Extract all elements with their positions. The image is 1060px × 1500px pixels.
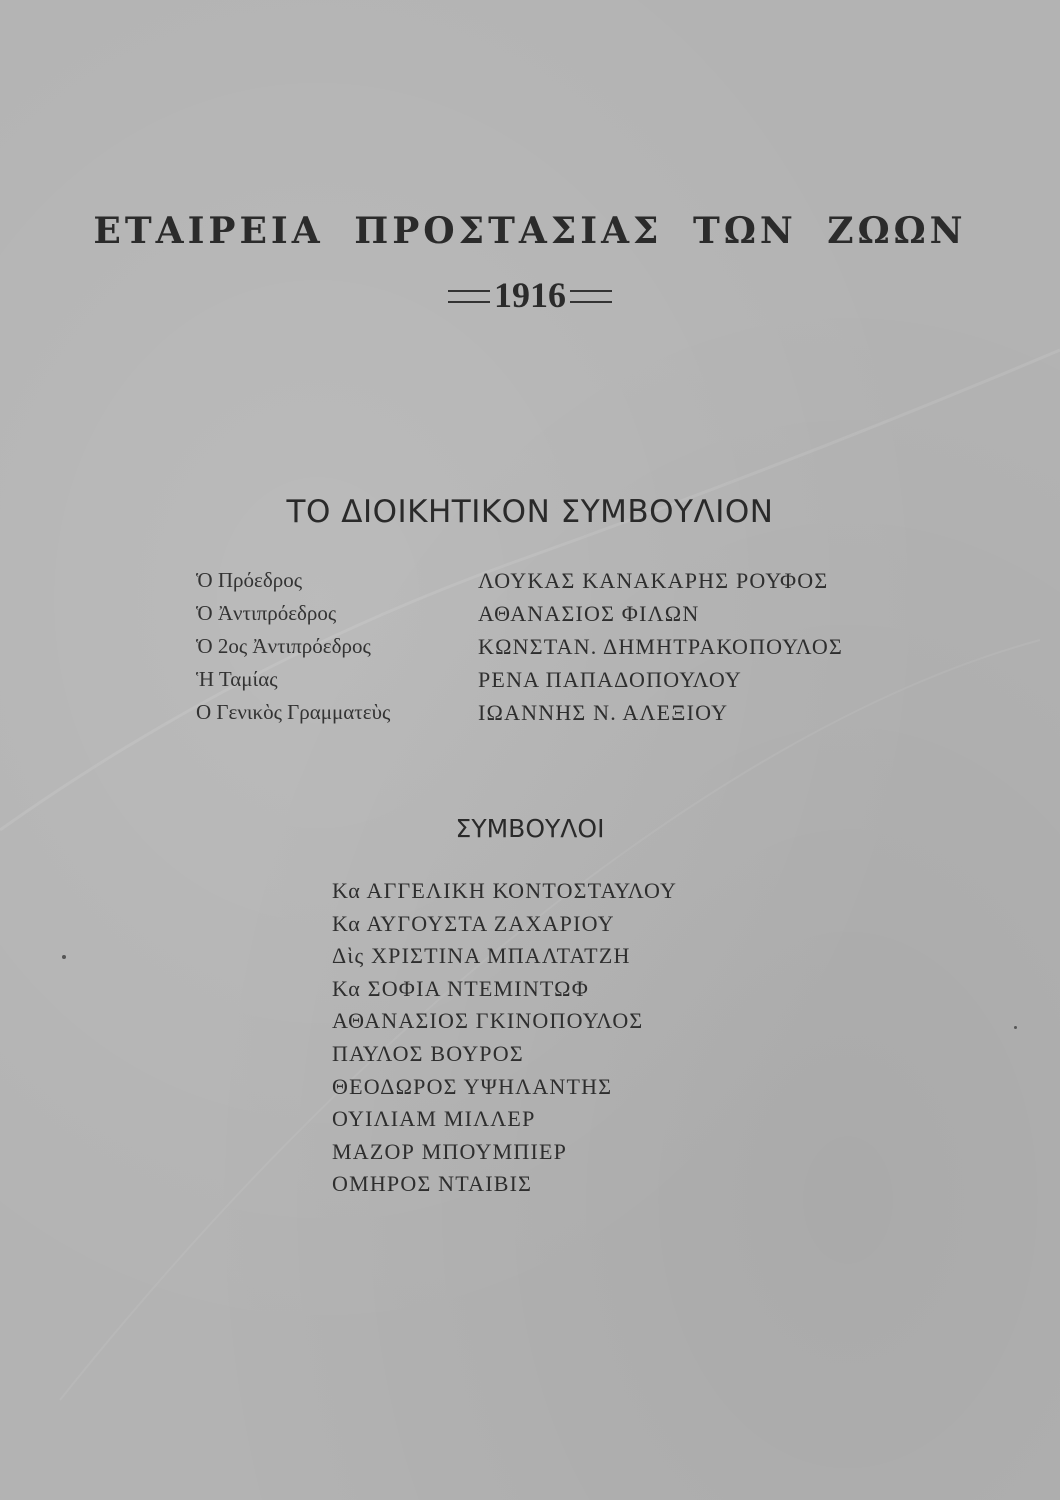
board-row	[196, 601, 956, 634]
councillor-name: Κα ΣΟΦΙΑ ΝΤΕΜΙΝΤΩΦ	[332, 975, 589, 1001]
board-member-name: ΛΟΥΚΑΣ ΚΑΝΑΚΑΡΗΣ ΡΟΥΦΟΣ	[478, 568, 829, 593]
councillor-name: ΘΕΟΔΩΡΟΣ ΥΨΗΛΑΝΤΗΣ	[332, 1073, 613, 1099]
board-role: Ὁ Ἀντιπρόεδρος	[196, 601, 337, 625]
paper-speck	[1014, 1026, 1017, 1029]
board-heading: ΤΟ ΔΙΟΙΚΗΤΙΚΟΝ ΣΥΜΒΟΥΛΙΟΝ	[286, 494, 774, 530]
board-member-name: ΡΕΝΑ ΠΑΠΑΔΟΠΟΥΛΟΥ	[478, 667, 743, 692]
board-member-name: ΚΩΝΣΤΑΝ. ΔΗΜΗΤΡΑΚΟΠΟΥΛΟΣ	[478, 634, 843, 659]
paper-speck	[62, 955, 66, 959]
board-row	[196, 634, 956, 667]
councillor-name: Κα ΑΥΓΟΥΣΤΑ ΖΑΧΑΡΙΟΥ	[332, 910, 615, 936]
councillor-name: ΑΘΑΝΑΣΙΟΣ ΓΚΙΝΟΠΟΥΛΟΣ	[332, 1008, 644, 1034]
councillor-name: ΜΑΖΟΡ ΜΠΟΥΜΠΙΕΡ	[332, 1138, 568, 1164]
board-row	[196, 667, 956, 700]
founding-year	[0, 274, 1060, 316]
councillors-list	[332, 878, 677, 1204]
councillors-heading: ΣΥΜΒΟΥΛΟΙ	[455, 814, 605, 843]
councillor-name: ΠΑΥΛΟΣ ΒΟΥΡΟΣ	[332, 1040, 524, 1066]
board-role: Ο Γενικὸς Γραμματεὺς	[196, 700, 391, 724]
board-row	[196, 700, 956, 733]
board-row	[196, 568, 956, 601]
left-double-rule	[448, 290, 490, 303]
councillor-name: Κα ΑΓΓΕΛΙΚΗ ΚΟΝΤΟΣΤΑΥΛΟΥ	[332, 878, 678, 903]
board-members-list	[196, 568, 956, 733]
right-double-rule	[570, 290, 612, 303]
board-member-name: ΙΩΑΝΝΗΣ Ν. ΑΛΕΞΙΟΥ	[478, 700, 729, 725]
board-role: Ὁ Πρόεδρος	[196, 568, 303, 592]
year-text: 1916	[494, 275, 566, 315]
board-role: Ἡ Ταμίας	[196, 667, 278, 691]
board-member-name: ΑΘΑΝΑΣΙΟΣ ΦΙΛΩΝ	[478, 601, 700, 626]
society-title: ΕΤΑΙΡΕΙΑ ΠΡΟΣΤΑΣΙΑΣ ΤΩΝ ΖΩΩΝ	[93, 210, 967, 252]
councillor-name: ΟΥΙΛΙΑΜ ΜΙΛΛΕΡ	[332, 1106, 536, 1132]
councillor-name: ΟΜΗΡΟΣ ΝΤΑΙΒΙΣ	[332, 1171, 533, 1197]
board-role: Ὁ 2ος Ἀντιπρόεδρος	[196, 634, 371, 658]
councillor-name: Δὶς ΧΡΙΣΤΙΝΑ ΜΠΑΛΤΑΤΖΗ	[332, 943, 631, 969]
